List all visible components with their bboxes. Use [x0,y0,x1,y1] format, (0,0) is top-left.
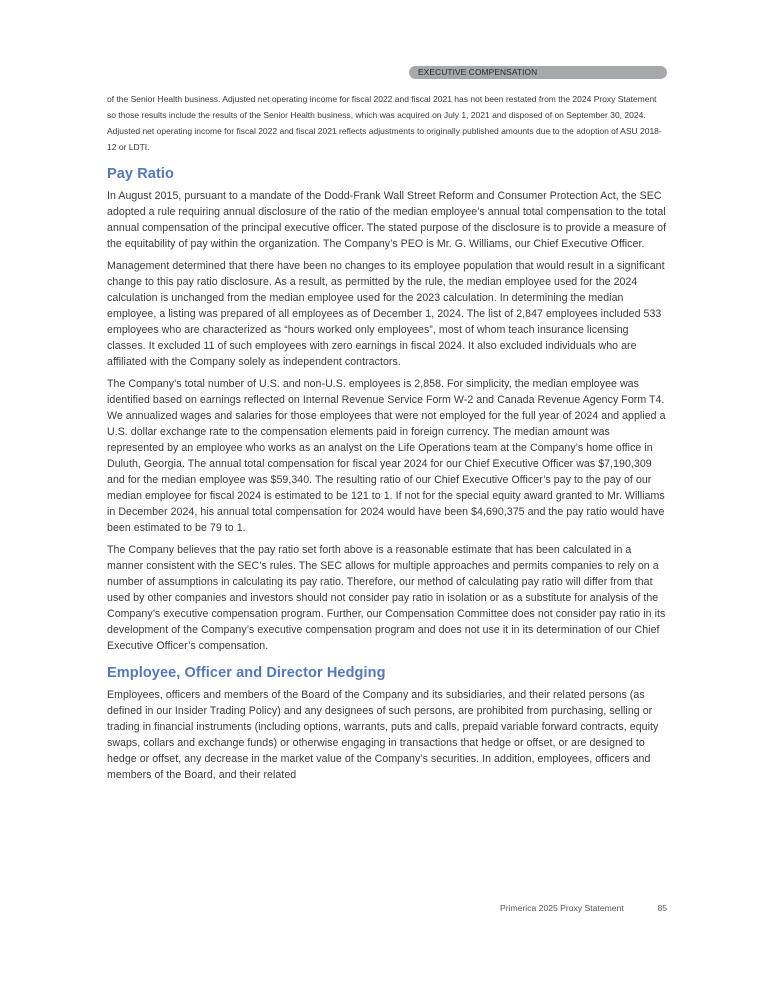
page-number: 85 [657,903,667,913]
footnote-continuation: of the Senior Health business. Adjusted net operating income for fiscal 2022 and fiscal 2021 has not been restated from the 2024 Proxy Statement so those results include the results of the Senior Health business, which was acquired on July 1, 2021 and disposed of on September 30, 2024. Adjusted net operating income for fiscal 2022 and fiscal 2021 reflects adjustments to originally published amounts due to the adoption of ASU 2018-12 or LDTI. [107,94,662,152]
paragraph: The Company believes that the pay ratio set forth above is a reasonable estimate that has been calculated in a manner consistent with the SEC’s rules. The SEC allows for multiple approaches and permits companies to rely on a number of assumptions in calculating its pay ratio. Therefore, our method of calculating pay ratio will differ from that used by other companies and investors should not consider pay ratio in isolation or as a substitute for analysis of the Company’s executive compensation program. Further, our Compensation Committee does not consider pay ratio in its development of the Company’s executive compensation program and does not use it in its determination of our Chief Executive Officer’s compensation. [107,544,666,652]
page-content [107,91,667,789]
paragraph: Employees, officers and members of the Board of the Company and its subsidiaries, and their related persons (as defined in our Insider Trading Policy) and any designees of such persons, are prohibited from purchasing, selling or trading in financial instruments (including options, warrants, puts and calls, prepaid variable forward contracts, equity swaps, collars and exchange funds) or otherwise engaging in transactions that hedge or offset, or are designed to hedge or offset, any decrease in the market value of the Company’s securities. In addition, employees, officers and members of the Board, and their related [107,689,659,781]
paragraph: In August 2015, pursuant to a mandate of the Dodd-Frank Wall Street Reform and Consumer Protection Act, the SEC adopted a rule requiring annual disclosure of the ratio of the median employee’s annual total compensation to the total annual compensation of the principal executive officer. The stated purpose of the disclosure is to provide a measure of the equitability of pay within the organization. The Company’s PEO is Mr. G. Williams, our Chief Executive Officer. [107,190,667,250]
section-heading-hedging: Employee, Officer and Director Hedging [107,665,386,681]
hedging-section [107,663,667,783]
publication-title: Primerica 2025 Proxy Statement [500,903,624,913]
section-header-bar [409,66,667,79]
section-heading-pay-ratio: Pay Ratio [107,166,174,182]
pay-ratio-section [107,164,667,654]
section-label: EXECUTIVE COMPENSATION [418,67,538,77]
page-footer [500,903,667,913]
paragraph: Management determined that there have been no changes to its employee population that would result in a significant change to this pay ratio disclosure. As a result, as permitted by the rule, the median employee used for the 2024 calculation is unchanged from the median employee used for the 2023 calculation. In determining the median employee, a listing was prepared of all employees as of December 1, 2024. The list of 2,847 employees included 533 employees who are characterized as “hours worked only employees”, most of whom teach insurance licensing classes. It excluded 11 of such employees with zero earnings in fiscal 2024. It also excluded individuals who are affiliated with the Company solely as independent contractors. [107,260,665,368]
paragraph: The Company’s total number of U.S. and non-U.S. employees is 2,858. For simplicity, the median employee was identified based on earnings reflected on Internal Revenue Service Form W-2 and Canada Revenue Agency Form T4. We annualized wages and salaries for those employees that were not employed for the full year of 2024 and applied a U.S. dollar exchange rate to the compensation elements paid in foreign currency. The median amount was represented by an employee who works as an analyst on the Life Operations team at the Company’s home office in Duluth, Georgia. The annual total compensation for fiscal year 2024 for our Chief Executive Officer was $7,190,309 and for the median employee was $59,340. The resulting ratio of our Chief Executive Officer’s pay to the pay of our median employee for fiscal 2024 is estimated to be 121 to 1. If not for the special equity award granted to Mr. Williams in December 2024, his annual total compensation for 2024 would have been $4,690,375 and the pay ratio would have been estimated to be 79 to 1. [107,378,666,534]
